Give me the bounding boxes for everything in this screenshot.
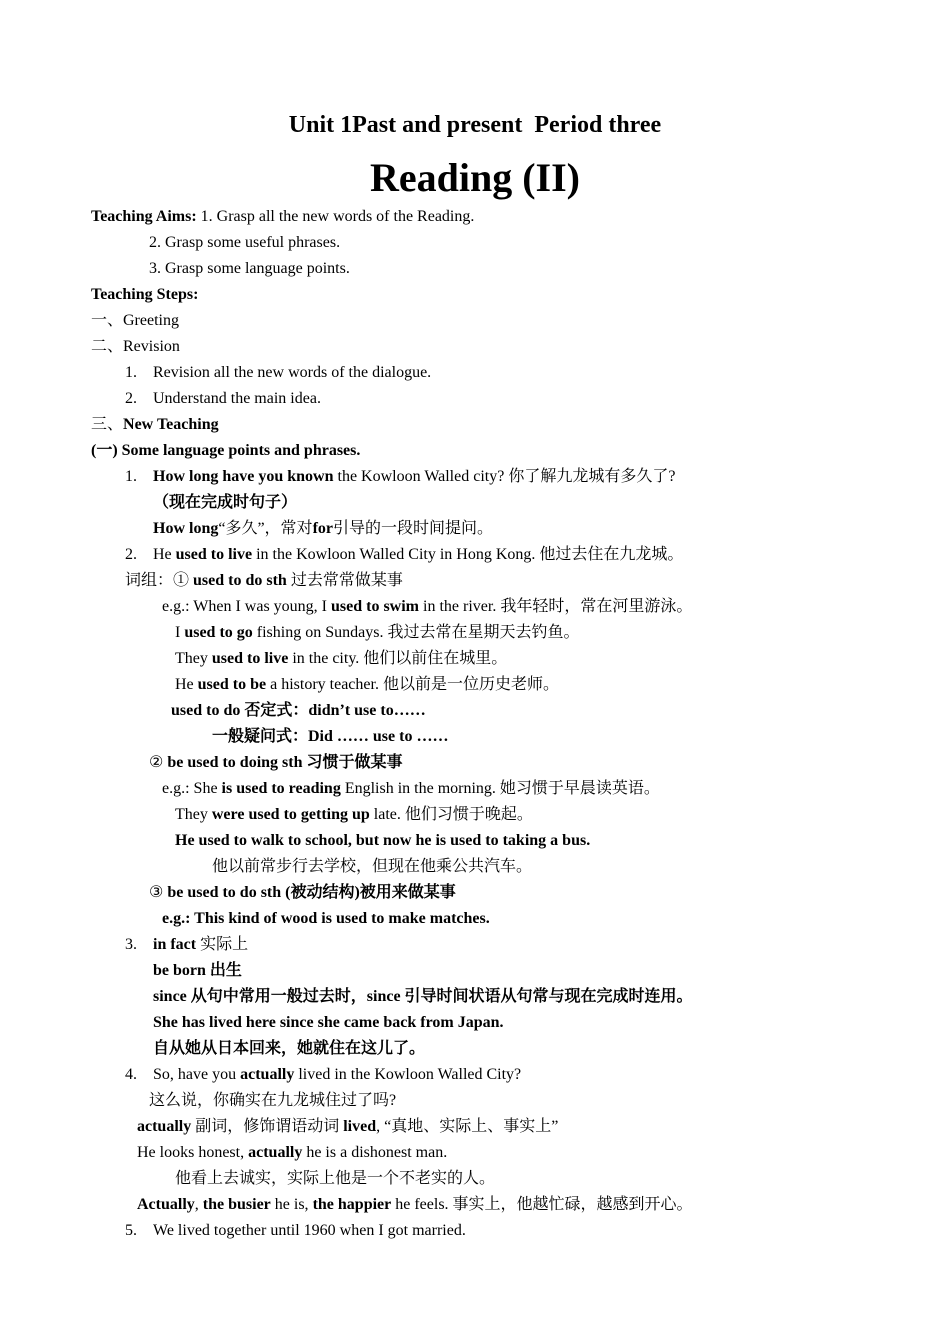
page-subtitle: Reading (II) — [369, 155, 581, 200]
explanation-text: 引导的一段时间提问。 — [333, 520, 494, 537]
example-text: e.g.: She — [162, 780, 222, 797]
key-phrase: for — [312, 520, 333, 537]
list-text: Understand the main idea. — [153, 390, 321, 407]
key-phrase: lived — [343, 1118, 377, 1135]
example-text: I — [175, 624, 185, 641]
aim-3: 3. Grasp some language points. — [149, 260, 350, 277]
key-phrase: is used to reading — [221, 780, 341, 797]
example-text: So, have you — [153, 1066, 241, 1083]
example-text: e.g.: When I was young, I — [162, 598, 331, 615]
grammar-note: since 从句中常用一般过去时，since 引导时间状语从句常与现在完成时连用。 — [153, 988, 693, 1005]
key-phrase: used to go — [184, 624, 253, 641]
point-4 — [125, 1065, 521, 1085]
key-phrase: the happier — [312, 1196, 392, 1213]
key-phrase: How long have you known — [153, 468, 334, 485]
example-line — [175, 675, 559, 695]
example-text: he feels. 事实上，他越忙碌，越感到开心。 — [391, 1196, 693, 1213]
teaching-aims-label: Teaching Aims: — [91, 208, 197, 225]
example-text: the Kowloon Walled city? 你了解九龙城有多久了? — [333, 468, 676, 485]
example-line: She has lived here since she came back from Japan. — [153, 1014, 504, 1031]
key-phrase: be used to doing sth 习惯于做某事 — [167, 754, 403, 771]
key-phrase: actually — [137, 1118, 192, 1135]
example-text: in the river. 我年轻时，常在河里游泳。 — [419, 598, 693, 615]
example-text: He — [153, 546, 176, 563]
explanation-text: , “真地、实际上、事实上” — [376, 1118, 559, 1135]
teaching-steps-label: Teaching Steps: — [91, 286, 199, 303]
revision-item — [125, 389, 321, 409]
example-text: They — [175, 806, 212, 823]
example-text: We lived together until 1960 when I got married. — [153, 1222, 466, 1239]
explanation-text: “多久”，常对 — [218, 520, 313, 537]
step-prefix: 三、 — [91, 416, 124, 433]
list-number: 1. — [125, 468, 137, 485]
example-text: lived in the Kowloon Walled City? — [294, 1066, 522, 1083]
example-text: late. 他们习惯于晚起。 — [369, 806, 533, 823]
example-line: He used to walk to school, but now he is used to taking a bus. — [175, 832, 591, 849]
example-line: e.g.: This kind of wood is used to make matches. — [162, 910, 490, 927]
example-line — [137, 1195, 693, 1215]
example-line — [175, 649, 507, 669]
phrase-meaning: 过去常常做某事 — [286, 572, 403, 589]
section-heading: (一) Some language points and phrases. — [91, 442, 361, 459]
key-phrase: used to swim — [331, 598, 420, 615]
step-label: New Teaching — [123, 416, 219, 433]
list-number: 1. — [125, 364, 137, 381]
example-text: in the city. 他们以前住在城里。 — [288, 650, 508, 667]
key-phrase: used to live — [211, 650, 289, 667]
point-3 — [125, 935, 248, 955]
example-text: He looks honest, — [137, 1144, 249, 1161]
example-line — [175, 623, 579, 643]
key-phrase: used to be — [197, 676, 267, 693]
key-phrase: Actually — [137, 1196, 195, 1213]
list-text: Revision all the new words of the dialogue. — [153, 364, 432, 381]
point-1 — [125, 467, 675, 487]
point-5 — [125, 1221, 466, 1241]
revision-item — [125, 363, 431, 383]
key-phrase: actually — [248, 1144, 303, 1161]
example-text: he is a dishonest man. — [302, 1144, 448, 1161]
phrase-meaning: 实际上 — [196, 936, 249, 953]
key-phrase: in fact — [153, 936, 197, 953]
step-revision: 二、Revision — [91, 338, 180, 355]
key-phrase: actually — [240, 1066, 295, 1083]
example-text: English in the morning. 她习惯于早晨读英语。 — [340, 780, 660, 797]
aim-1: 1. Grasp all the new words of the Reading. — [196, 208, 475, 225]
key-phrase: How long — [153, 520, 219, 537]
translation-line: 他看上去诚实，实际上他是一个不老实的人。 — [175, 1170, 496, 1187]
explanation-text: 副词，修饰谓语动词 — [191, 1118, 344, 1135]
translation-line: 自从她从日本回来，她就住在这儿了。 — [153, 1040, 426, 1057]
example-text: a history teacher. 他以前是一位历史老师。 — [266, 676, 559, 693]
page-title: Unit 1Past and present Period three — [288, 112, 662, 138]
point-2 — [125, 545, 683, 565]
phrase-group-1 — [125, 571, 403, 591]
example-text: He — [175, 676, 198, 693]
step-new-teaching — [91, 415, 219, 435]
list-number: 2. — [125, 390, 137, 407]
list-number: 3. — [125, 936, 137, 953]
example-text: in the Kowloon Walled City in Hong Kong. 他过去住在九龙城。 — [252, 546, 684, 563]
list-number: 2. — [125, 546, 137, 563]
question-form: 一般疑问式：Did …… use to …… — [212, 728, 449, 745]
example-line — [162, 779, 660, 799]
example-text: , — [194, 1196, 203, 1213]
teaching-aims-line — [91, 207, 474, 227]
example-line — [175, 805, 533, 825]
example-text: fishing on Sundays. 我过去常在星期天去钓鱼。 — [252, 624, 580, 641]
phrase-prefix: ③ — [149, 884, 168, 901]
grammar-note: （现在完成时句子） — [153, 494, 298, 511]
key-phrase: used to live — [175, 546, 253, 563]
phrase-line: be born 出生 — [153, 962, 242, 979]
list-number: 4. — [125, 1066, 137, 1083]
key-phrase: the busier — [202, 1196, 271, 1213]
key-phrase: used to do sth — [193, 572, 287, 589]
example-text: They — [175, 650, 212, 667]
key-phrase: be used to do sth (被动结构)被用来做某事 — [167, 884, 456, 901]
phrase-group-3 — [149, 883, 456, 903]
list-number: 5. — [125, 1222, 137, 1239]
aim-2: 2. Grasp some useful phrases. — [149, 234, 341, 251]
example-line — [137, 1143, 447, 1163]
negative-form: used to do 否定式：didn’t use to…… — [171, 702, 426, 719]
example-line — [162, 597, 692, 617]
translation-line: 他以前常步行去学校，但现在他乘公共汽车。 — [212, 858, 533, 875]
phrase-prefix: ② — [149, 754, 168, 771]
explanation-line — [137, 1117, 558, 1137]
key-phrase: were used to getting up — [211, 806, 370, 823]
example-text: he is, — [270, 1196, 313, 1213]
phrase-prefix: 词组：① — [125, 572, 194, 589]
explanation-line — [153, 519, 493, 539]
translation-line: 这么说，你确实在九龙城住过了吗? — [149, 1092, 397, 1109]
step-greeting: 一、Greeting — [91, 312, 179, 329]
phrase-group-2 — [149, 753, 403, 773]
